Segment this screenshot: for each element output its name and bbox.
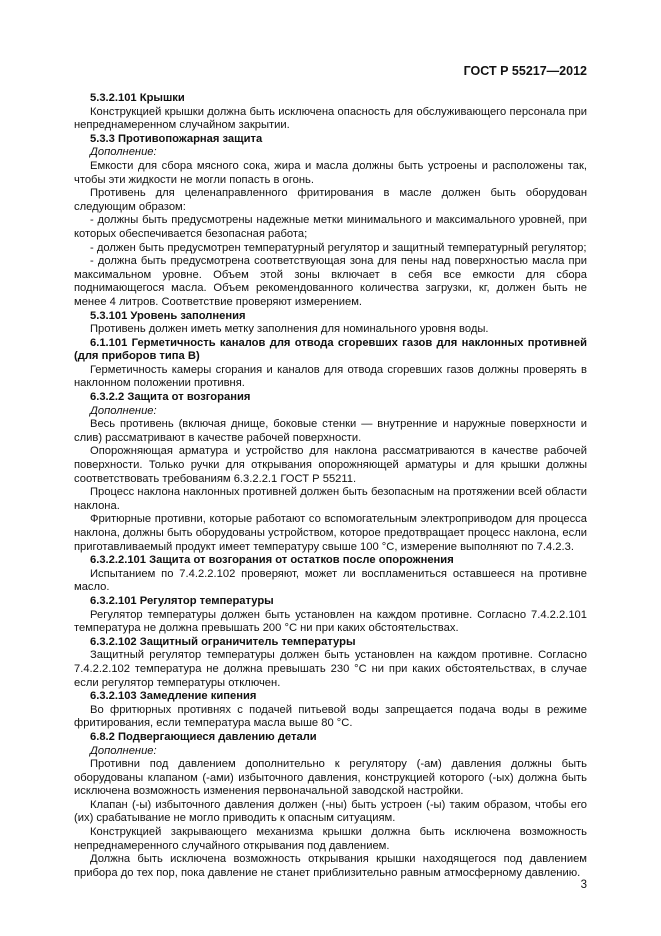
document-header: ГОСТ Р 55217—2012 — [463, 64, 587, 78]
paragraph: Емкости для сбора мясного сока, жира и масла должны быть устроены и расположены так, чтобы эти жидкости не могли попасть в огонь. — [74, 159, 587, 186]
paragraph: Противень для целенаправленного фритирования в масле должен быть оборудован следующим образом: — [74, 187, 587, 213]
addition-label: Дополнение: — [90, 744, 157, 757]
section-heading: 5.3.2.101 Крышки — [90, 92, 185, 104]
paragraph: Регулятор температуры должен быть установлен на каждом противне. Согласно 7.4.2.2.101 температура не должна превышать 200 °С ни при каких обстоятельствах. — [74, 608, 587, 635]
list-item: - должны быть предусмотрены надежные метки минимального и максимального уровней, при которых обеспечивается безопасная работа; — [74, 214, 587, 240]
paragraph: Во фритюрных противнях с подачей питьевой воды запрещается подача воды в режиме фритирования, если температура масла выше 80 °С. — [74, 703, 587, 730]
paragraph: Конструкцией крышки должна быть исключена опасность для обслуживающего персонала при непреднамеренном случайном закрытии. — [74, 105, 587, 132]
section-heading: 6.3.2.102 Защитный ограничитель температуры — [90, 635, 356, 648]
paragraph: Клапан (-ы) избыточного давления должен (-ны) быть устроен (-ы) таким образом, чтобы его (их) срабатывание не могло приводить к опасным ситуациям. — [74, 798, 587, 825]
document-body — [74, 92, 587, 880]
section-heading: 6.3.2.103 Замедление кипения — [90, 690, 257, 703]
addition-label: Дополнение: — [90, 146, 157, 159]
section-heading: 5.3.3 Противопожарная защита — [90, 132, 263, 145]
section-heading: 5.3.101 Уровень заполнения — [90, 309, 246, 322]
paragraph: Опорожняющая арматура и устройство для наклона рассматриваются в качестве рабочей поверхности. Только ручки для открывания опорожняющей арматуры и для крышки должны соответствовать требованиям 6.3.2.2.1 ГОСТ Р 55211. — [74, 445, 587, 485]
section-heading: 6.3.2.2 Защита от возгорания — [90, 391, 251, 404]
page-number: 3 — [580, 879, 587, 891]
section-heading: 6.3.2.2.101 Защита от возгорания от остатков после опорожнения — [90, 554, 454, 567]
paragraph: Испытанием по 7.4.2.2.102 проверяют, может ли воспламениться оставшееся на противне масло. — [74, 567, 587, 594]
paragraph: Фритюрные противни, которые работают со вспомогательным электроприводом для процесса наклона, должны быть оборудованы устройством, которое предотвращает процесс наклона, если приготавливаемый продукт имеет температуру свыше 100 °С, измерение выполняют по 7.4.2.3. — [74, 513, 587, 553]
paragraph: Противень должен иметь метку заполнения для номинального уровня воды. — [90, 323, 489, 336]
list-item: - должна быть предусмотрена соответствующая зона для пены над поверхностью масла при максимальном уровне. Объем этой зоны включает в себя все емкости для сбора поднимающегося масла. Объем рекомендованного количества загрузки, кг, должен быть не менее 4 литров. Соответствие проверяют измерением. — [74, 255, 587, 308]
paragraph: Защитный регулятор температуры должен быть установлен на каждом противне. Согласно 7.4.2.2.102 температура не должна превышать 230 °С ни при каких обстоятельствах, в случае если регулятор температуры отключен. — [74, 649, 587, 689]
paragraph: Должна быть исключена возможность открывания крышки находящегося под давлением прибора до тех пор, пока давление не станет приблизительно равным атмосферному давлению. — [74, 853, 587, 879]
paragraph: Противни под давлением дополнительно к регулятору (-ам) давления должны быть оборудованы клапаном (-ами) избыточного давления, конструкцией которого (-ых) должна быть исключена возможность изменения первоначальной заводской настройки. — [74, 758, 587, 798]
paragraph: Конструкцией закрывающего механизма крышки должна быть исключена возможность непреднамеренного случайного открывания под давлением. — [74, 826, 587, 852]
section-heading: 6.1.101 Герметичность каналов для отвода сгоревших газов для наклонных противней (для приборов типа В) — [74, 336, 587, 363]
paragraph: Весь противень (включая днище, боковые стенки — внутренние и наружные поверхности и слив) рассматривают в качестве рабочей поверхности. — [74, 418, 587, 444]
section-heading: 6.3.2.101 Регулятор температуры — [90, 594, 274, 607]
addition-label: Дополнение: — [90, 404, 157, 417]
section-heading: 6.8.2 Подвергающиеся давлению детали — [90, 730, 317, 743]
paragraph: Процесс наклона наклонных противней должен быть безопасным на протяжении всей области наклона. — [74, 486, 587, 512]
paragraph: Герметичность камеры сгорания и каналов для отвода сгоревших газов должны проверять в наклонном положении противня. — [74, 363, 587, 390]
list-item: - должен быть предусмотрен температурный регулятор и защитный температурный регулятор; — [90, 241, 587, 254]
